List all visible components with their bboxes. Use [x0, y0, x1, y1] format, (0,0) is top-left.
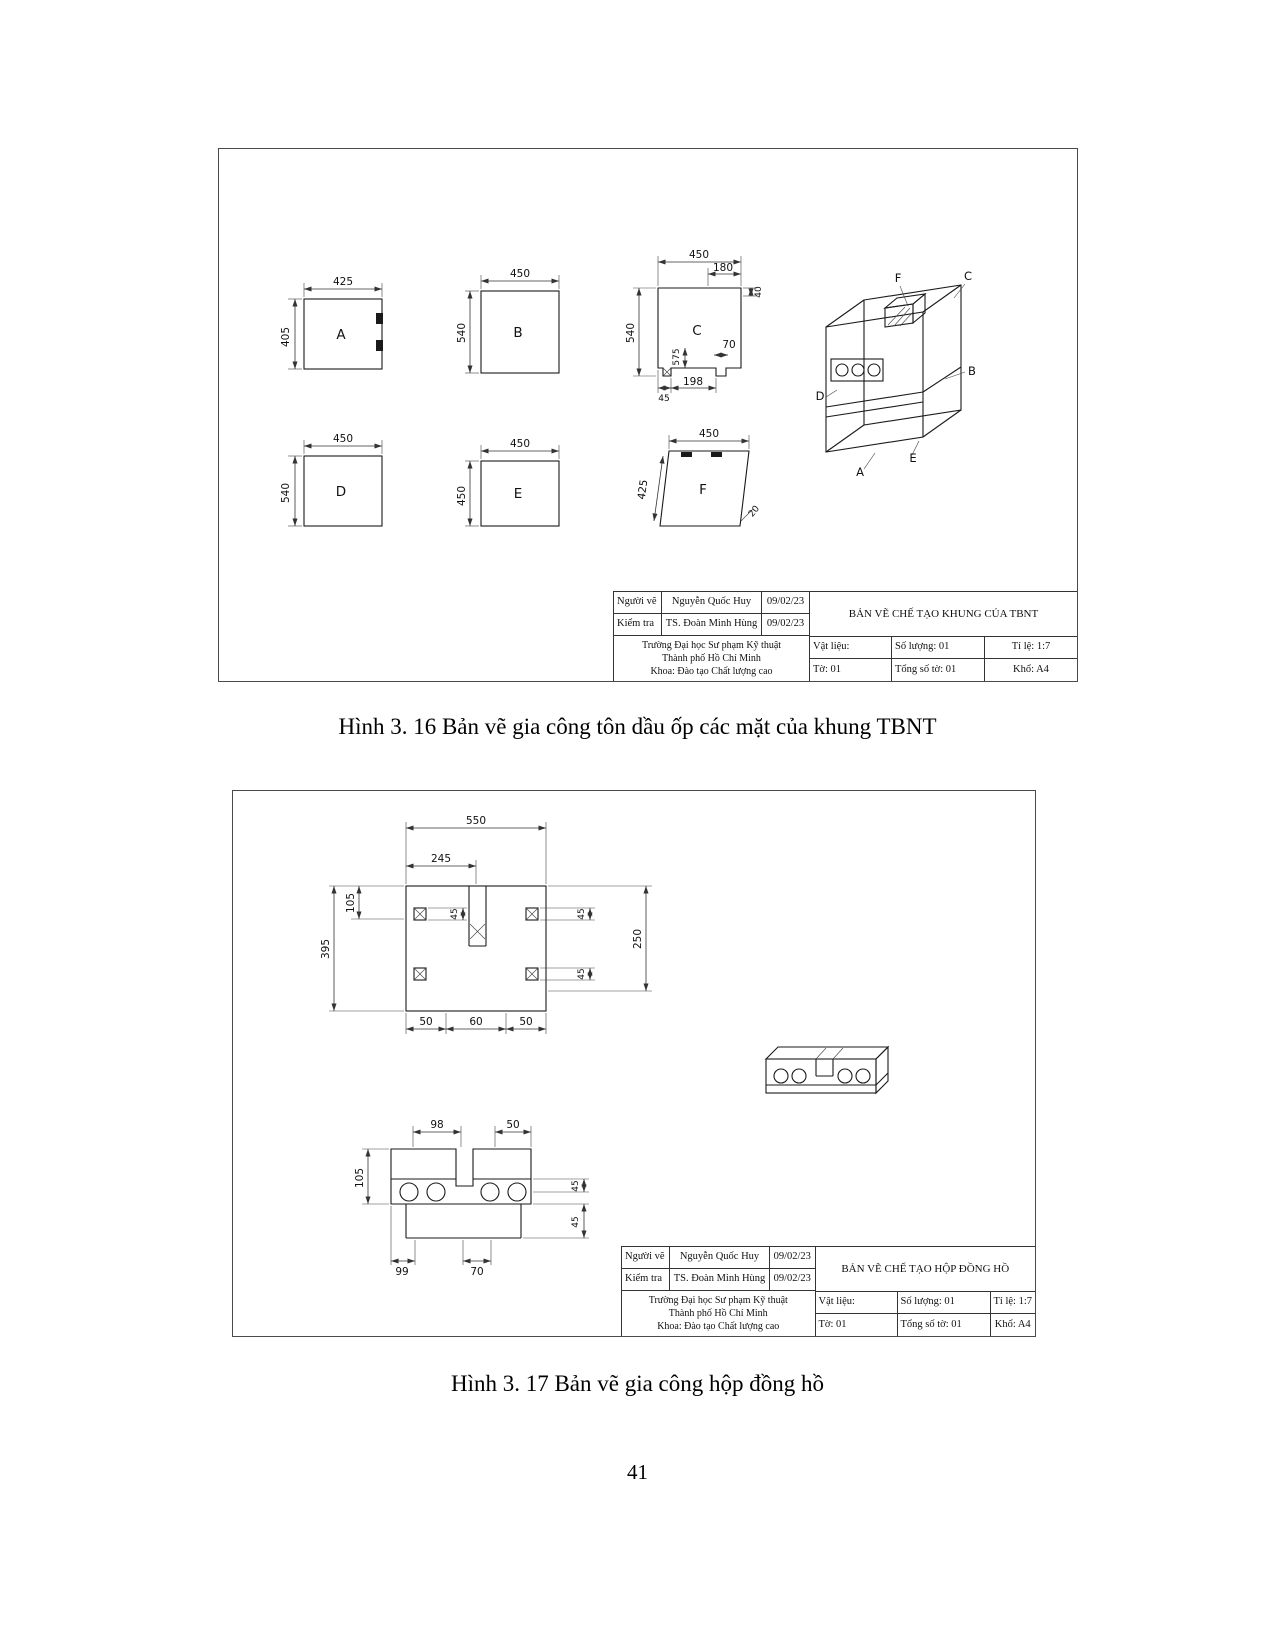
- dim-top-550: 550: [465, 815, 487, 827]
- checked-by-date: 09/02/23: [773, 1273, 811, 1285]
- dim-c-70: 70: [722, 339, 736, 351]
- dim-f-height: 425: [635, 478, 651, 501]
- org-line-3: Khoa: Đào tạo Chất lượng cao: [657, 1321, 780, 1332]
- panel-f: [636, 428, 762, 526]
- panel-b: [456, 268, 559, 373]
- dim-top-45-right-1: 45: [577, 908, 587, 920]
- figure-2-title-block: [621, 1246, 1035, 1336]
- dim-front-70: 70: [470, 1266, 484, 1278]
- dim-c-180: 180: [712, 262, 734, 274]
- panel-e-label: E: [513, 486, 523, 502]
- dim-front-99: 99: [395, 1266, 409, 1278]
- quantity-cell: Số lượng: 01: [892, 637, 985, 658]
- figure-1-drawing-frame: [218, 148, 1078, 682]
- dim-front-50: 50: [506, 1119, 520, 1131]
- dim-top-45-center: 45: [450, 908, 460, 920]
- dim-top-245: 245: [430, 853, 452, 865]
- dim-top-50b: 50: [519, 1016, 533, 1028]
- org-line-2: Thành phố Hồ Chí Minh: [662, 653, 761, 664]
- dim-f-width: 450: [698, 428, 720, 440]
- panel-c-label: C: [692, 323, 702, 339]
- dim-front-105: 105: [354, 1167, 366, 1189]
- checked-by-name: TS. Đoàn Minh Hùng: [670, 1269, 770, 1290]
- drawn-by-date: 09/02/23: [773, 1251, 811, 1263]
- dim-front-98: 98: [430, 1119, 444, 1131]
- panel-f-label: F: [699, 482, 707, 498]
- org-line-1: Trường Đại học Sư phạm Kỹ thuật: [641, 640, 782, 651]
- sheet-cell: Tờ: 01: [816, 1314, 898, 1336]
- panel-e: [456, 438, 559, 526]
- dim-a-height: 405: [280, 326, 292, 348]
- drawn-by-label: Người vẽ: [614, 592, 662, 613]
- checked-by-label: Kiểm tra: [622, 1269, 670, 1290]
- dim-top-105: 105: [345, 892, 357, 914]
- panel-a: [280, 276, 383, 369]
- iso-label-b: B: [968, 364, 976, 378]
- checked-by-date: 09/02/23: [766, 618, 805, 630]
- paper-size-cell: Khổ: A4: [994, 1318, 1031, 1330]
- figure-1-caption: Hình 3. 16 Bản vẽ gia công tôn dầu ốp các mặt của khung TBNT: [338, 714, 937, 739]
- total-sheets-cell: Tổng số tờ: 01: [892, 659, 985, 681]
- dim-c-width: 450: [688, 249, 710, 261]
- dim-top-395: 395: [320, 938, 332, 960]
- dim-a-width: 425: [332, 276, 354, 288]
- figure-2-drawing-frame: [232, 790, 1036, 1337]
- drawn-by-name: Nguyễn Quốc Huy: [670, 1247, 770, 1268]
- dim-b-height: 540: [456, 322, 468, 344]
- dim-c-height: 540: [625, 322, 637, 344]
- figure-2-caption: Hình 3. 17 Bản vẽ gia công hộp đồng hồ: [450, 1371, 825, 1396]
- dim-c-40: 40: [754, 286, 764, 298]
- dim-front-45a: 45: [571, 1180, 581, 1192]
- dim-c-575: 575: [672, 348, 682, 366]
- dim-top-45-right-2: 45: [577, 968, 587, 980]
- panel-d-label: D: [335, 484, 347, 500]
- dim-b-width: 450: [509, 268, 531, 280]
- scale-cell: Tỉ lệ: 1:7: [1011, 641, 1051, 653]
- drawing-title: BẢN VẼ CHẾ TẠO KHUNG CỦA TBNT: [810, 592, 1077, 637]
- dim-d-height: 540: [280, 482, 292, 504]
- dim-top-60: 60: [469, 1016, 483, 1028]
- top-view: [320, 815, 652, 1034]
- panel-a-label: A: [336, 327, 346, 343]
- drawn-by-name: Nguyễn Quốc Huy: [662, 592, 762, 613]
- material-cell: Vật liệu:: [816, 1292, 898, 1313]
- total-sheets-cell: Tổng số tờ: 01: [898, 1314, 991, 1336]
- organization-cell: [622, 1291, 815, 1336]
- dim-c-198: 198: [682, 376, 704, 388]
- panel-b-label: B: [513, 325, 523, 341]
- dim-f-angle: 20: [746, 504, 762, 520]
- material-cell: Vật liệu:: [810, 637, 892, 658]
- scale-cell: Tỉ lệ: 1:7: [993, 1296, 1032, 1308]
- drawn-by-date: 09/02/23: [766, 596, 805, 608]
- page-number: 41: [627, 1460, 648, 1484]
- dim-d-width: 450: [332, 433, 354, 445]
- iso-label-d: D: [815, 389, 825, 403]
- paper-size-cell: Khổ: A4: [1013, 663, 1049, 675]
- front-view: [354, 1119, 589, 1278]
- drawing-title: BẢN VẼ CHẾ TẠO HỘP ĐỒNG HỒ: [816, 1247, 1036, 1292]
- figure-1-title-block: [613, 591, 1077, 681]
- org-line-1: Trường Đại học Sư phạm Kỹ thuật: [648, 1295, 788, 1306]
- dim-top-250: 250: [632, 928, 644, 950]
- iso-label-a: A: [856, 465, 864, 479]
- org-line-3: Khoa: Đào tạo Chất lượng cao: [650, 666, 773, 677]
- checked-by-name: TS. Đoàn Minh Hùng: [662, 614, 762, 635]
- panel-c: [625, 249, 764, 404]
- bracket-3d-view: [766, 1047, 888, 1093]
- iso-label-f: F: [894, 271, 902, 285]
- iso-label-e: E: [909, 451, 917, 465]
- organization-cell: [614, 636, 809, 681]
- dim-e-height: 450: [456, 485, 468, 507]
- org-line-2: Thành phố Hồ Chí Minh: [668, 1308, 768, 1319]
- sheet-cell: Tờ: 01: [810, 659, 892, 681]
- panel-d: [280, 433, 382, 526]
- drawn-by-label: Người vẽ: [622, 1247, 670, 1268]
- dim-front-45b: 45: [571, 1216, 581, 1228]
- dim-top-50a: 50: [419, 1016, 433, 1028]
- dim-c-45: 45: [658, 394, 670, 404]
- quantity-cell: Số lượng: 01: [898, 1292, 991, 1313]
- dim-e-width: 450: [509, 438, 531, 450]
- checked-by-label: Kiểm tra: [614, 614, 662, 635]
- isometric-frame-view: [816, 269, 976, 479]
- iso-label-c: C: [963, 269, 973, 283]
